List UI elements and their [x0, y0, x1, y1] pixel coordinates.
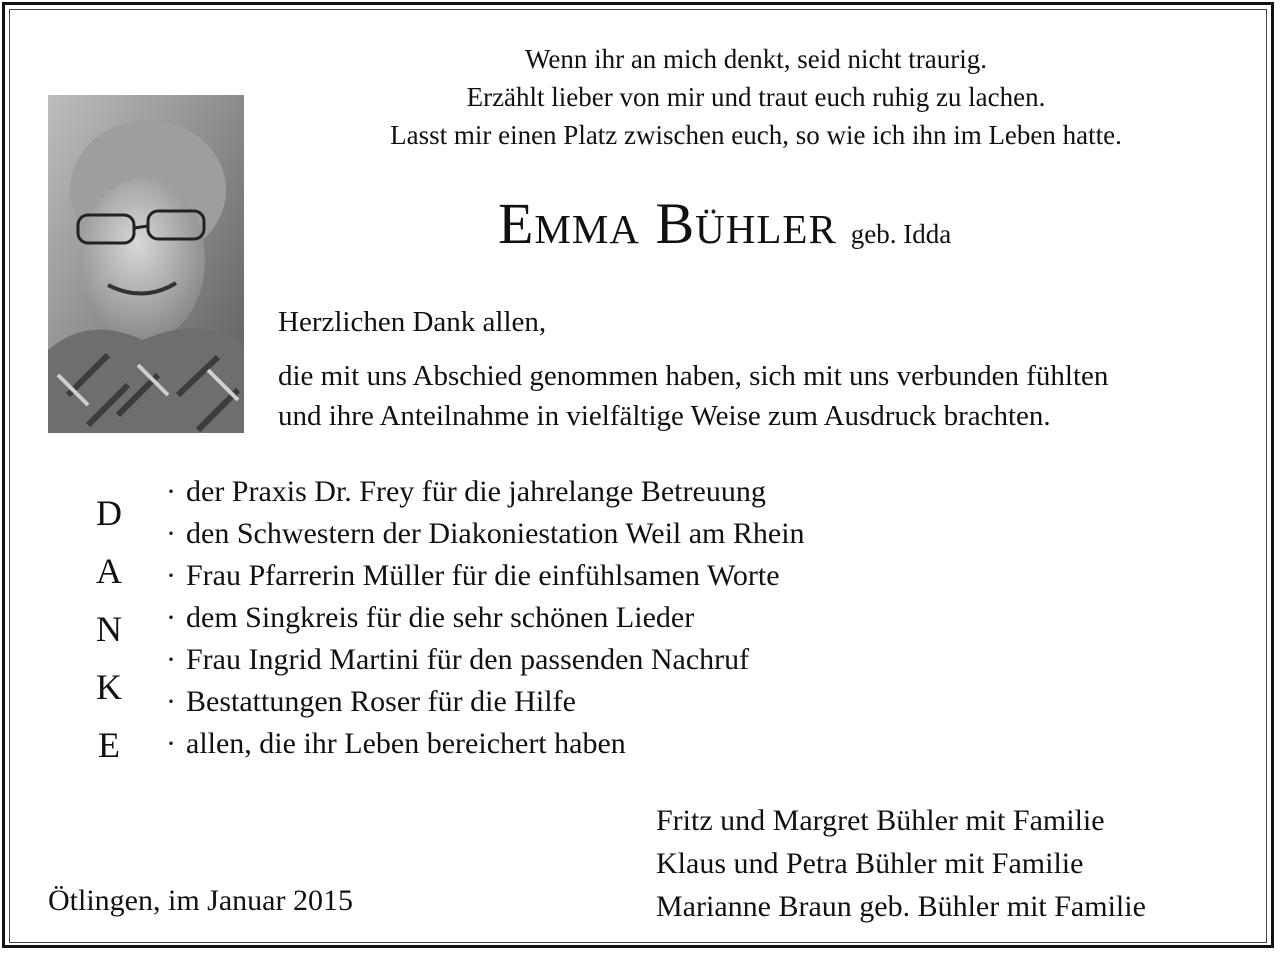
- bullet-dot: ·: [166, 601, 176, 634]
- deceased-name: [498, 190, 951, 257]
- family-signatures: [656, 799, 1146, 928]
- list-item-text: allen, die ihr Leben bereichert haben: [186, 727, 626, 760]
- family-line: Klaus und Petra Bühler mit Familie: [656, 847, 1084, 880]
- list-item-text: Bestattungen Roser für die Hilfe: [186, 685, 576, 718]
- list-item: [166, 597, 805, 639]
- danke-letter: E: [98, 725, 120, 765]
- birth-name: geb. Idda: [850, 219, 952, 249]
- bullet-dot: ·: [166, 475, 176, 508]
- poem-line: Erzählt lieber von mir und traut euch ruhig zu lachen.: [466, 82, 1046, 112]
- list-item: [166, 555, 805, 597]
- family-line: Fritz und Margret Bühler mit Familie: [656, 804, 1105, 837]
- acknowledgement-list: [166, 471, 805, 765]
- danke-letter: D: [96, 493, 122, 533]
- bullet-dot: ·: [166, 517, 176, 550]
- list-item-text: dem Singkreis für die sehr schönen Lieder: [186, 601, 695, 634]
- list-item-text: den Schwestern der Diakoniestation Weil am Rhein: [186, 517, 805, 550]
- portrait-photo: [48, 95, 244, 433]
- list-item: [166, 681, 805, 723]
- family-line: Marianne Braun geb. Bühler mit Familie: [656, 890, 1146, 923]
- list-item: [166, 471, 805, 513]
- list-item: [166, 723, 805, 765]
- thanks-line: die mit uns Abschied genommen haben, sich mit uns verbunden fühlten: [278, 360, 1109, 392]
- list-item-text: Frau Ingrid Martini für den passenden Nachruf: [186, 643, 750, 676]
- bullet-dot: ·: [166, 559, 176, 592]
- poem-line: Wenn ihr an mich denkt, seid nicht traurig.: [525, 44, 987, 74]
- portrait-image: [48, 95, 244, 433]
- list-item-text: Frau Pfarrerin Müller für die einfühlsamen Worte: [186, 559, 780, 592]
- place-date: Ötlingen, im Januar 2015: [48, 884, 353, 917]
- danke-letter: A: [96, 551, 122, 591]
- thanks-line: und ihre Anteilnahme in vielfältige Weise zum Ausdruck brachten.: [278, 400, 1051, 432]
- bullet-dot: ·: [166, 685, 176, 718]
- list-item: [166, 513, 805, 555]
- danke-vertical: [84, 484, 134, 774]
- thanks-heading: Herzlichen Dank allen,: [278, 306, 547, 338]
- list-item: [166, 639, 805, 681]
- bullet-dot: ·: [166, 727, 176, 760]
- danke-letter: N: [96, 609, 122, 649]
- danke-letter: K: [96, 667, 122, 707]
- poem-line: Lasst mir einen Platz zwischen euch, so wie ich ihn im Leben hatte.: [390, 120, 1122, 150]
- thanks-text: [278, 356, 1108, 436]
- poem: [300, 40, 1212, 154]
- list-item-text: der Praxis Dr. Frey für die jahrelange Betreuung: [186, 475, 766, 508]
- full-name: Emma Bühler: [498, 191, 837, 256]
- bullet-dot: ·: [166, 643, 176, 676]
